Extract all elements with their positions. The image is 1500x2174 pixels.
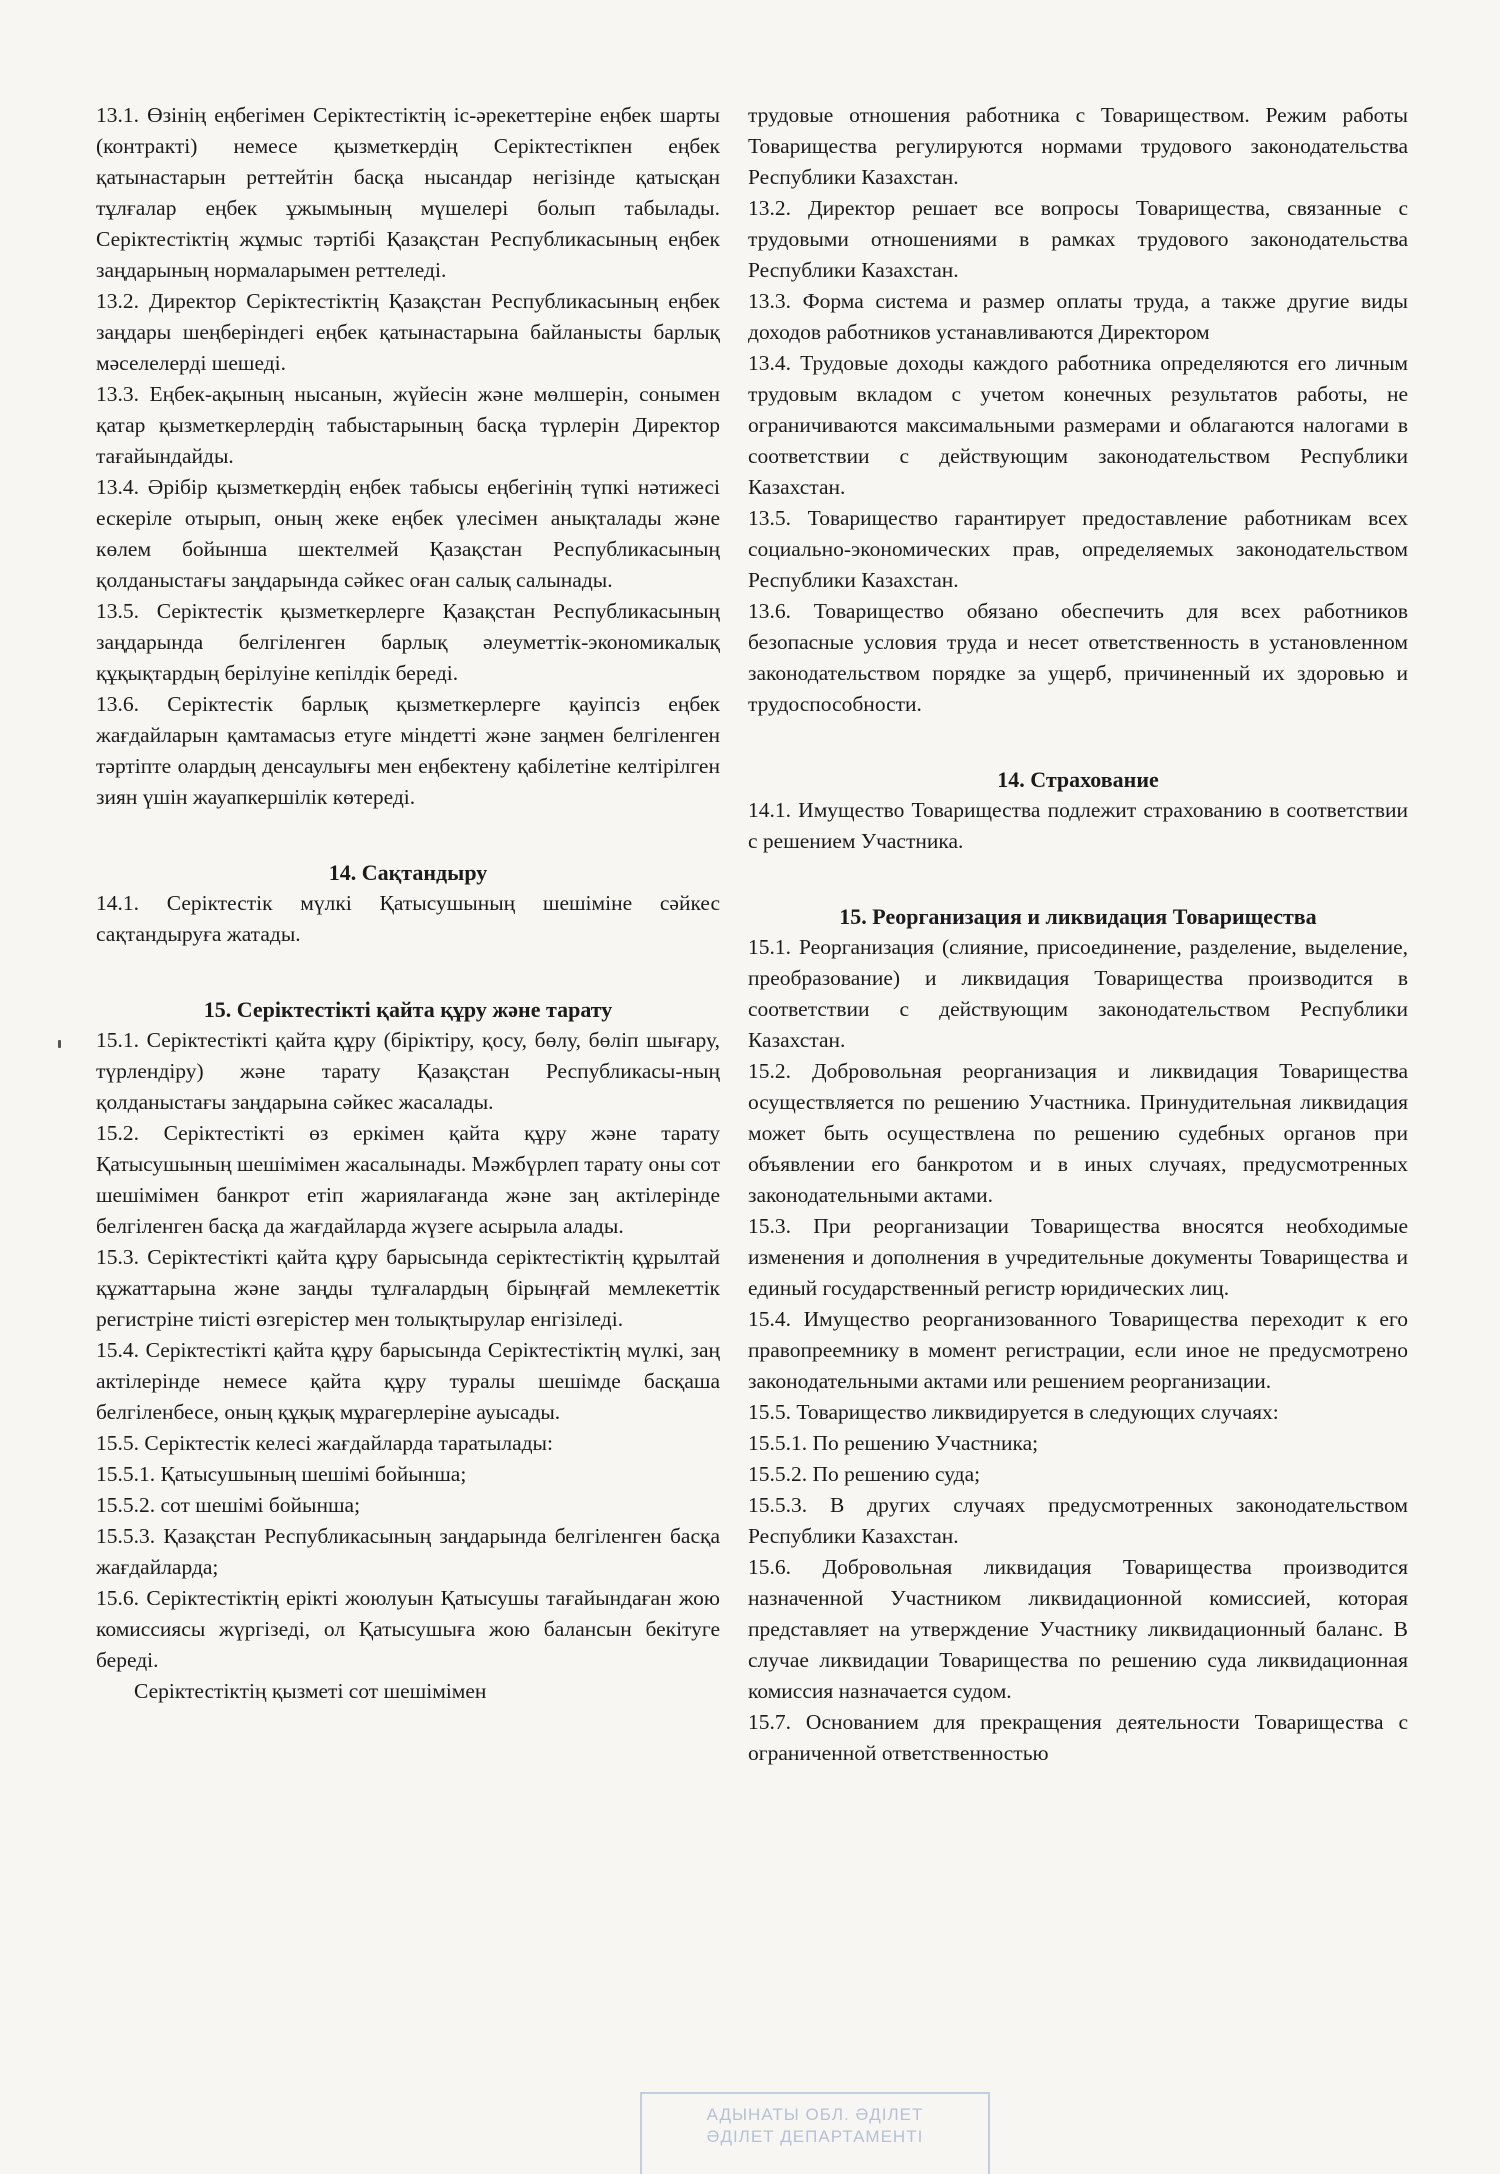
paragraph-15-4-kz: 15.4. Серіктестікті қайта құру барысында Серіктестіктің мүлкі, заң актілерінде немесе қайта құру туралы шешімде басқаша белгіленбесе, оның құқық мұрагерлеріне ауысады. bbox=[96, 1338, 720, 1424]
registration-stamp bbox=[640, 2092, 990, 2174]
section-heading-14-kz: 14. Сақтандыру bbox=[328, 860, 488, 885]
section-heading-14-ru: 14. Страхование bbox=[997, 767, 1159, 792]
paragraph-15-4-ru: 15.4. Имущество реорганизованного Товарищества переходит к его правопреемнику в момент регистрации, если иное не предусмотрено законодательными актами или решением реорганизации. bbox=[748, 1307, 1408, 1393]
paragraph-13-3-ru: 13.3. Форма система и размер оплаты труда, а также другие виды доходов работников устанавливаются Директором bbox=[748, 289, 1408, 344]
paragraph-13-1-ru: трудовые отношения работника с Товариществом. Режим работы Товарищества регулируются нормами трудового законодательства Республики Казахстан. bbox=[748, 103, 1408, 189]
paragraph-15-5-2-kz: 15.5.2. сот шешімі бойынша; bbox=[96, 1493, 361, 1517]
paragraph-13-4-ru: 13.4. Трудовые доходы каждого работника определяются его личным трудовым вкладом с учетом конечных результатов работы, не ограничиваются максимальными размерами и облагаются налогами в соответствии с действующим законодательством Республики Казахстан. bbox=[748, 351, 1408, 499]
paragraph-15-5-ru: 15.5. Товарищество ликвидируется в следующих случаях: bbox=[748, 1400, 1279, 1424]
paragraph-15-7-ru: 15.7. Основанием для прекращения деятельности Товарищества с ограниченной ответственностью bbox=[748, 1710, 1408, 1765]
section-heading-15-kz: 15. Серіктестікті қайта құру және тарату bbox=[203, 997, 613, 1022]
paragraph-15-5-1-ru: 15.5.1. По решению Участника; bbox=[748, 1431, 1039, 1455]
paragraph-15-2-ru: 15.2. Добровольная реорганизация и ликвидация Товарищества осуществляется по решению Участника. Принудительная ликвидация может быть осуществлена по решению судебных органов при объявлении его банкротом и в иных случаях, предусмотренных законодательными актами. bbox=[748, 1059, 1408, 1207]
paragraph-13-3-kz: 13.3. Еңбек-ақының нысанын, жүйесін және мөлшерін, сонымен қатар қызметкерлердің табыстарының басқа түрлерін Директор тағайындайды. bbox=[96, 382, 720, 468]
kazakh-column bbox=[96, 100, 720, 1707]
paragraph-14-1-kz: 14.1. Серіктестік мүлкі Қатысушының шешіміне сәйкес сақтандыруға жатады. bbox=[96, 891, 720, 946]
paragraph-15-6-kz: 15.6. Серіктестіктің ерікті жоюлуын Қатысушы тағайындаған жою комиссиясы жүргізеді, ол Қатысушыға жою балансын бекітуге береді. bbox=[96, 1586, 720, 1672]
paragraph-continuation-kz: Серіктестіктің қызметі сот шешімімен bbox=[134, 1679, 487, 1703]
paragraph-13-1-kz: 13.1. Өзінің еңбегімен Серіктестіктің іс-әрекеттеріне еңбек шарты (контракті) немесе қызметкердің Серіктестікпен еңбек қатынастарын реттейтін басқа нысандар негізінде қатысқан тұлғалар еңбек ұжымының мүшелері болып табылады. Серіктестіктің жұмыс тәртібі Қазақстан Республикасының еңбек заңдарының нормаларымен реттеледі. bbox=[96, 103, 720, 282]
paragraph-13-2-ru: 13.2. Директор решает все вопросы Товарищества, связанные с трудовыми отношениями в рамках трудового законодательства Республики Казахстан. bbox=[748, 196, 1408, 282]
stamp-line-1: АДЫНАТЫ ОБЛ. ӘДІЛЕТ bbox=[706, 2105, 924, 2124]
paragraph-15-2-kz: 15.2. Серіктестікті өз еркімен қайта құру және тарату Қатысушының шешімімен жасалынады. Мәжбүрлеп тарату оны сот шешімімен банкрот етіп жариялағанда және заң актілерінде белгіленген басқа да жағдайларда жүзеге асырыла алады. bbox=[96, 1121, 720, 1238]
paragraph-13-5-ru: 13.5. Товарищество гарантирует предоставление работникам всех социально-экономических прав, определяемых законодательством Республики Казахстан. bbox=[748, 506, 1408, 592]
paragraph-13-6-kz: 13.6. Серіктестік барлық қызметкерлерге қауіпсіз еңбек жағдайларын қамтамасыз етуге міндетті және заңмен белгіленген тәртіпте олардың денсаулығы мен еңбектену қабілетіне келтірілген зиян үшін жауапкершілік көтереді. bbox=[96, 692, 720, 809]
section-heading-15-ru: 15. Реорганизация и ликвидация Товарищества bbox=[839, 904, 1317, 929]
paragraph-15-5-1-kz: 15.5.1. Қатысушының шешімі бойынша; bbox=[96, 1462, 467, 1486]
paragraph-15-3-ru: 15.3. При реорганизации Товарищества вносятся необходимые изменения и дополнения в учредительные документы Товарищества и единый государственный регистр юридических лиц. bbox=[748, 1214, 1408, 1300]
paragraph-15-1-ru: 15.1. Реорганизация (слияние, присоединение, разделение, выделение, преобразование) и ликвидация Товарищества производится в соответствии с действующим законодательством Республики Казахстан. bbox=[748, 935, 1408, 1052]
paragraph-13-5-kz: 13.5. Серіктестік қызметкерлерге Қазақстан Республикасының заңдарында белгіленген барлық әлеуметтік-экономикалық құқықтардың берілуіне кепілдік береді. bbox=[96, 599, 720, 685]
paragraph-15-5-3-kz: 15.5.3. Қазақстан Республикасының заңдарында белгіленген басқа жағдайларда; bbox=[96, 1524, 720, 1579]
scan-speck bbox=[58, 1040, 61, 1048]
paragraph-13-2-kz: 13.2. Директор Серіктестіктің Қазақстан Республикасының еңбек заңдары шеңберіндегі еңбек қатынастарына байланысты барлық мәселелерді шешеді. bbox=[96, 289, 720, 375]
paragraph-15-5-3-ru: 15.5.3. В других случаях предусмотренных законодательством Республики Казахстан. bbox=[748, 1493, 1408, 1548]
paragraph-14-1-ru: 14.1. Имущество Товарищества подлежит страхованию в соответствии с решением Участника. bbox=[748, 798, 1408, 853]
paragraph-15-1-kz: 15.1. Серіктестікті қайта құру (біріктіру, қосу, бөлу, бөліп шығару, түрлендіру) және тарату Қазақстан Республикасы-ның қолданыстағы заңдарына сәйкес жасалады. bbox=[96, 1028, 720, 1114]
paragraph-15-3-kz: 15.3. Серіктестікті қайта құру барысында серіктестіктің құрылтай құжаттарына және заңды тұлғалардың бірыңғай мемлекеттік регистріне тиісті өзгерістер мен толықтырулар енгізіледі. bbox=[96, 1245, 720, 1331]
stamp-line-2: ӘДІЛЕТ ДЕПАРТАМЕНТІ bbox=[706, 2127, 924, 2146]
paragraph-15-5-kz: 15.5. Серіктестік келесі жағдайларда таратылады: bbox=[96, 1431, 553, 1455]
paragraph-13-4-kz: 13.4. Әрібір қызметкердің еңбек табысы еңбегінің түпкі нәтижесі ескеріле отырып, оның жеке еңбек үлесімен анықталады және көлем бойынша шектелмей Қазақстан Республикасының қолданыстағы заңдарында сәйкес оған салық салынады. bbox=[96, 475, 720, 592]
russian-column bbox=[748, 100, 1408, 1769]
paragraph-13-6-ru: 13.6. Товарищество обязано обеспечить для всех работников безопасные условия труда и несет ответственность в установленном законодательством порядке за ущерб, причиненный их здоровью и трудоспособности. bbox=[748, 599, 1408, 716]
paragraph-15-5-2-ru: 15.5.2. По решению суда; bbox=[748, 1462, 981, 1486]
paragraph-15-6-ru: 15.6. Добровольная ликвидация Товарищества производится назначенной Участником ликвидационной комиссией, которая представляет на утверждение Участнику ликвидационный баланс. В случае ликвидации Товарищества по решению суда ликвидационная комиссия назначается судом. bbox=[748, 1555, 1408, 1703]
